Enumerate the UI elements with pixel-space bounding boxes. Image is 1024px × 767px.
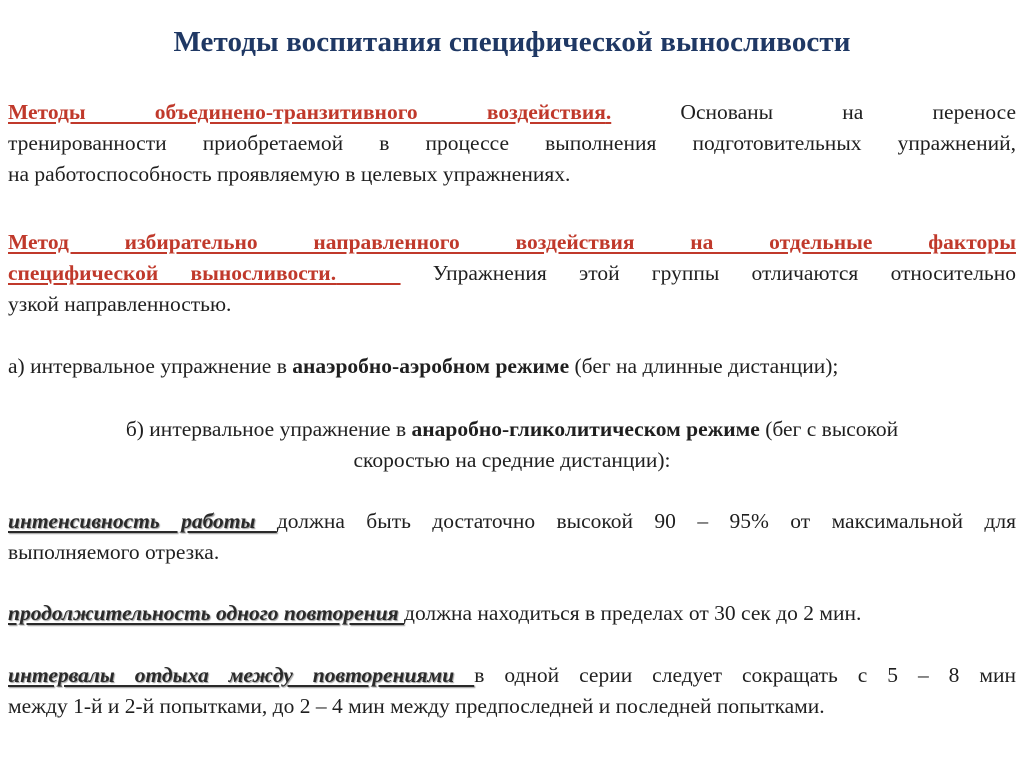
method-term-punct: . — [605, 100, 612, 124]
item-text: а) интервальное упражнение в — [8, 354, 293, 378]
paragraph-line: между 1-й и 2-й попытками, до 2 – 4 мин между предпоследней и последней попытками. — [8, 694, 825, 718]
list-item-b — [8, 414, 1016, 476]
paragraph-text: должна находиться в пределах от 30 сек до 2 мин. — [404, 601, 862, 625]
paragraph-duration — [8, 598, 1016, 629]
paragraph-text: Упражнения этой группы отличаются относительно — [400, 261, 1016, 285]
method-term: специфической выносливости. — [8, 261, 337, 285]
paragraph-line — [8, 227, 1016, 258]
item-bold: анаробно-гликолитическом режиме — [411, 417, 760, 441]
list-item-a — [8, 351, 1016, 382]
paragraph-line — [8, 258, 1016, 289]
item-text: (бег на длинные дистанции); — [569, 354, 839, 378]
paragraph-intensity — [8, 506, 1016, 568]
paragraph-selective-method — [8, 227, 1016, 320]
paragraph-line — [8, 97, 1016, 128]
paragraph-line: тренированности приобретаемой в процессе выполнения подготовительных упражнений, — [8, 131, 1016, 155]
paragraph-line: выполняемого отрезка. — [8, 540, 220, 564]
paragraph-line: на работоспособность проявляемую в целевых упражнениях. — [8, 162, 571, 186]
method-term: Методы объединено-транзитивного воздействия — [8, 100, 606, 124]
paragraph-text: в одной серии следует сокращать с 5 – 8 мин — [474, 663, 1016, 687]
item-text: б) интервальное упражнение в — [125, 417, 412, 441]
paragraph-line — [8, 414, 1016, 445]
paragraph-line — [8, 660, 1016, 691]
paragraph-line: узкой направленностью. — [8, 292, 232, 316]
method-term: Метод избирательно направленного воздействия на отдельные факторы — [8, 230, 1016, 254]
slide-title: Методы воспитания специфической выносливости — [173, 26, 851, 58]
paragraph-text: Основаны на переносе — [611, 100, 1017, 124]
parameter-term: интенсивность работы — [8, 509, 277, 533]
paragraph-line: скоростью на средние дистанции): — [353, 448, 671, 472]
paragraph-line — [8, 506, 1016, 537]
item-text: (бег с высокой — [759, 417, 899, 441]
paragraph-rest-intervals — [8, 660, 1016, 722]
item-bold: анаэробно-аэробном режиме — [292, 354, 570, 378]
paragraph-text: должна быть достаточно высокой 90 – 95% от максимальной для — [276, 509, 1016, 533]
parameter-term: интервалы отдыха между повторениями — [8, 663, 475, 687]
paragraph-transitive-methods — [8, 97, 1016, 190]
parameter-term: продолжительность одного повторения — [8, 601, 404, 625]
